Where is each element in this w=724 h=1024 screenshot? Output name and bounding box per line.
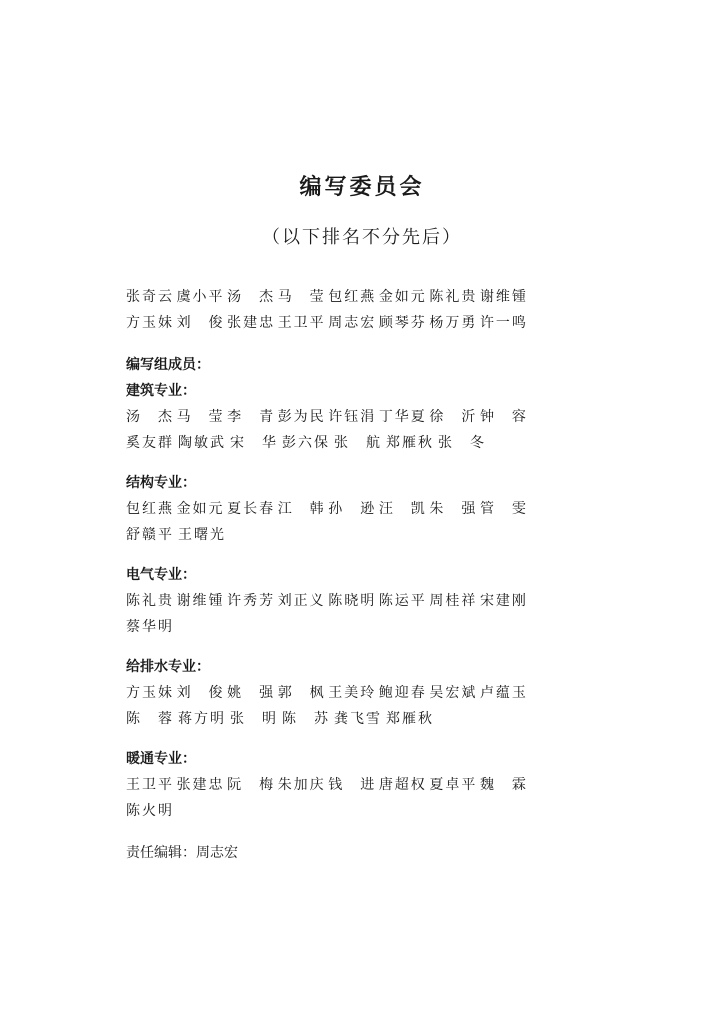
member-name: 唐超权 xyxy=(378,777,425,793)
member-name: 陈礼贵 xyxy=(126,593,172,609)
committee-row xyxy=(126,284,526,310)
section-row xyxy=(126,430,526,456)
section-row xyxy=(126,798,526,824)
member-name: 张 冬 xyxy=(438,435,484,451)
member-name: 朱 强 xyxy=(429,501,476,517)
electrical-block xyxy=(126,562,546,640)
member-name: 马 莹 xyxy=(176,409,223,425)
member-name: 陈火明 xyxy=(126,803,172,819)
section-heading: 暖通专业： xyxy=(126,751,196,767)
member-name: 龚飞雪 xyxy=(334,711,380,727)
member-name: 孙 逊 xyxy=(328,501,375,517)
member-name: 李 青 xyxy=(227,409,274,425)
member-name: 宋建刚 xyxy=(479,593,526,609)
committee-block xyxy=(126,284,546,336)
editor-block xyxy=(126,840,546,866)
member-name: 陈 苏 xyxy=(282,711,328,727)
section-row xyxy=(126,522,526,548)
section-heading: 建筑专业： xyxy=(126,383,196,399)
member-name: 汪 凯 xyxy=(378,501,425,517)
section-heading: 结构专业： xyxy=(126,475,196,491)
member-name: 夏卓平 xyxy=(429,777,476,793)
member-name: 陶敏武 xyxy=(178,435,224,451)
member-name: 方玉妹 xyxy=(126,685,172,701)
section-heading: 给排水专业： xyxy=(126,659,210,675)
architecture-block xyxy=(126,352,546,456)
member-name: 金如元 xyxy=(176,501,223,517)
member-name: 周志宏 xyxy=(328,315,375,331)
member-name: 郭 枫 xyxy=(277,685,324,701)
member-name: 汤 杰 xyxy=(126,409,172,425)
member-name: 包红燕 xyxy=(328,289,375,305)
member-name: 谢维锺 xyxy=(176,593,223,609)
member-name: 江 韩 xyxy=(277,501,324,517)
section-row xyxy=(126,614,526,640)
member-name: 彭为民 xyxy=(277,409,324,425)
member-name: 钟 容 xyxy=(479,409,526,425)
member-name: 陈晓明 xyxy=(328,593,375,609)
plumbing-block xyxy=(126,654,546,732)
member-name: 方玉妹 xyxy=(126,315,172,331)
member-name: 张建忠 xyxy=(176,777,223,793)
member-name: 魏 霖 xyxy=(479,777,526,793)
member-name: 刘正义 xyxy=(277,593,324,609)
member-name: 张建忠 xyxy=(227,315,274,331)
member-name: 舒赣平 xyxy=(126,527,172,543)
member-name: 钱 进 xyxy=(328,777,375,793)
member-name: 郑雁秋 xyxy=(386,435,432,451)
member-name: 王卫平 xyxy=(126,777,172,793)
member-name: 卢蕴玉 xyxy=(479,685,526,701)
page-subtitle: （以下排名不分先后） xyxy=(262,227,462,248)
page-title: 编写委员会 xyxy=(299,175,425,200)
section-row xyxy=(126,404,526,430)
member-name: 蔡华明 xyxy=(126,619,172,635)
member-name: 汤 杰 xyxy=(227,289,274,305)
member-name: 陈礼贵 xyxy=(429,289,476,305)
member-name: 周桂祥 xyxy=(429,593,476,609)
member-name: 阮 梅 xyxy=(227,777,274,793)
member-name: 谢维锺 xyxy=(479,289,526,305)
member-name: 杨万勇 xyxy=(429,315,476,331)
member-name: 顾琴芬 xyxy=(378,315,425,331)
member-name: 刘 俊 xyxy=(176,315,223,331)
member-name: 宋 华 xyxy=(230,435,276,451)
member-name: 许秀芳 xyxy=(227,593,274,609)
member-name: 金如元 xyxy=(378,289,425,305)
member-name: 丁华夏 xyxy=(378,409,425,425)
member-name: 陈运平 xyxy=(378,593,425,609)
member-name: 王美玲 xyxy=(328,685,375,701)
member-name: 张奇云 xyxy=(126,289,172,305)
section-row xyxy=(126,680,526,706)
member-name: 徐 沂 xyxy=(429,409,476,425)
member-name: 姚 强 xyxy=(227,685,274,701)
section-row xyxy=(126,772,526,798)
member-name: 刘 俊 xyxy=(176,685,223,701)
member-name: 彭六保 xyxy=(282,435,328,451)
member-name: 马 莹 xyxy=(277,289,324,305)
member-name: 奚友群 xyxy=(126,435,172,451)
member-name: 夏长春 xyxy=(227,501,274,517)
member-name: 吴宏斌 xyxy=(429,685,476,701)
member-name: 蒋方明 xyxy=(178,711,224,727)
writing-group-heading: 编写组成员： xyxy=(126,357,210,373)
member-name: 包红燕 xyxy=(126,501,172,517)
responsible-editor: 责任编辑：周志宏 xyxy=(126,845,238,861)
member-name: 郑雁秋 xyxy=(386,711,432,727)
member-name: 王卫平 xyxy=(277,315,324,331)
member-name: 陈 蓉 xyxy=(126,711,172,727)
member-name: 管 雯 xyxy=(479,501,526,517)
section-row xyxy=(126,588,526,614)
committee-row xyxy=(126,310,526,336)
member-name: 张 航 xyxy=(334,435,380,451)
member-name: 许一鸣 xyxy=(479,315,526,331)
section-heading: 电气专业： xyxy=(126,567,196,583)
member-name: 王曙光 xyxy=(178,527,224,543)
member-name: 许钰涓 xyxy=(328,409,375,425)
section-row xyxy=(126,496,526,522)
member-name: 张 明 xyxy=(230,711,276,727)
structure-block xyxy=(126,470,546,548)
member-name: 鲍迎春 xyxy=(378,685,425,701)
hvac-block xyxy=(126,746,546,824)
member-name: 朱加庆 xyxy=(277,777,324,793)
member-name: 虞小平 xyxy=(176,289,223,305)
section-row xyxy=(126,706,526,732)
